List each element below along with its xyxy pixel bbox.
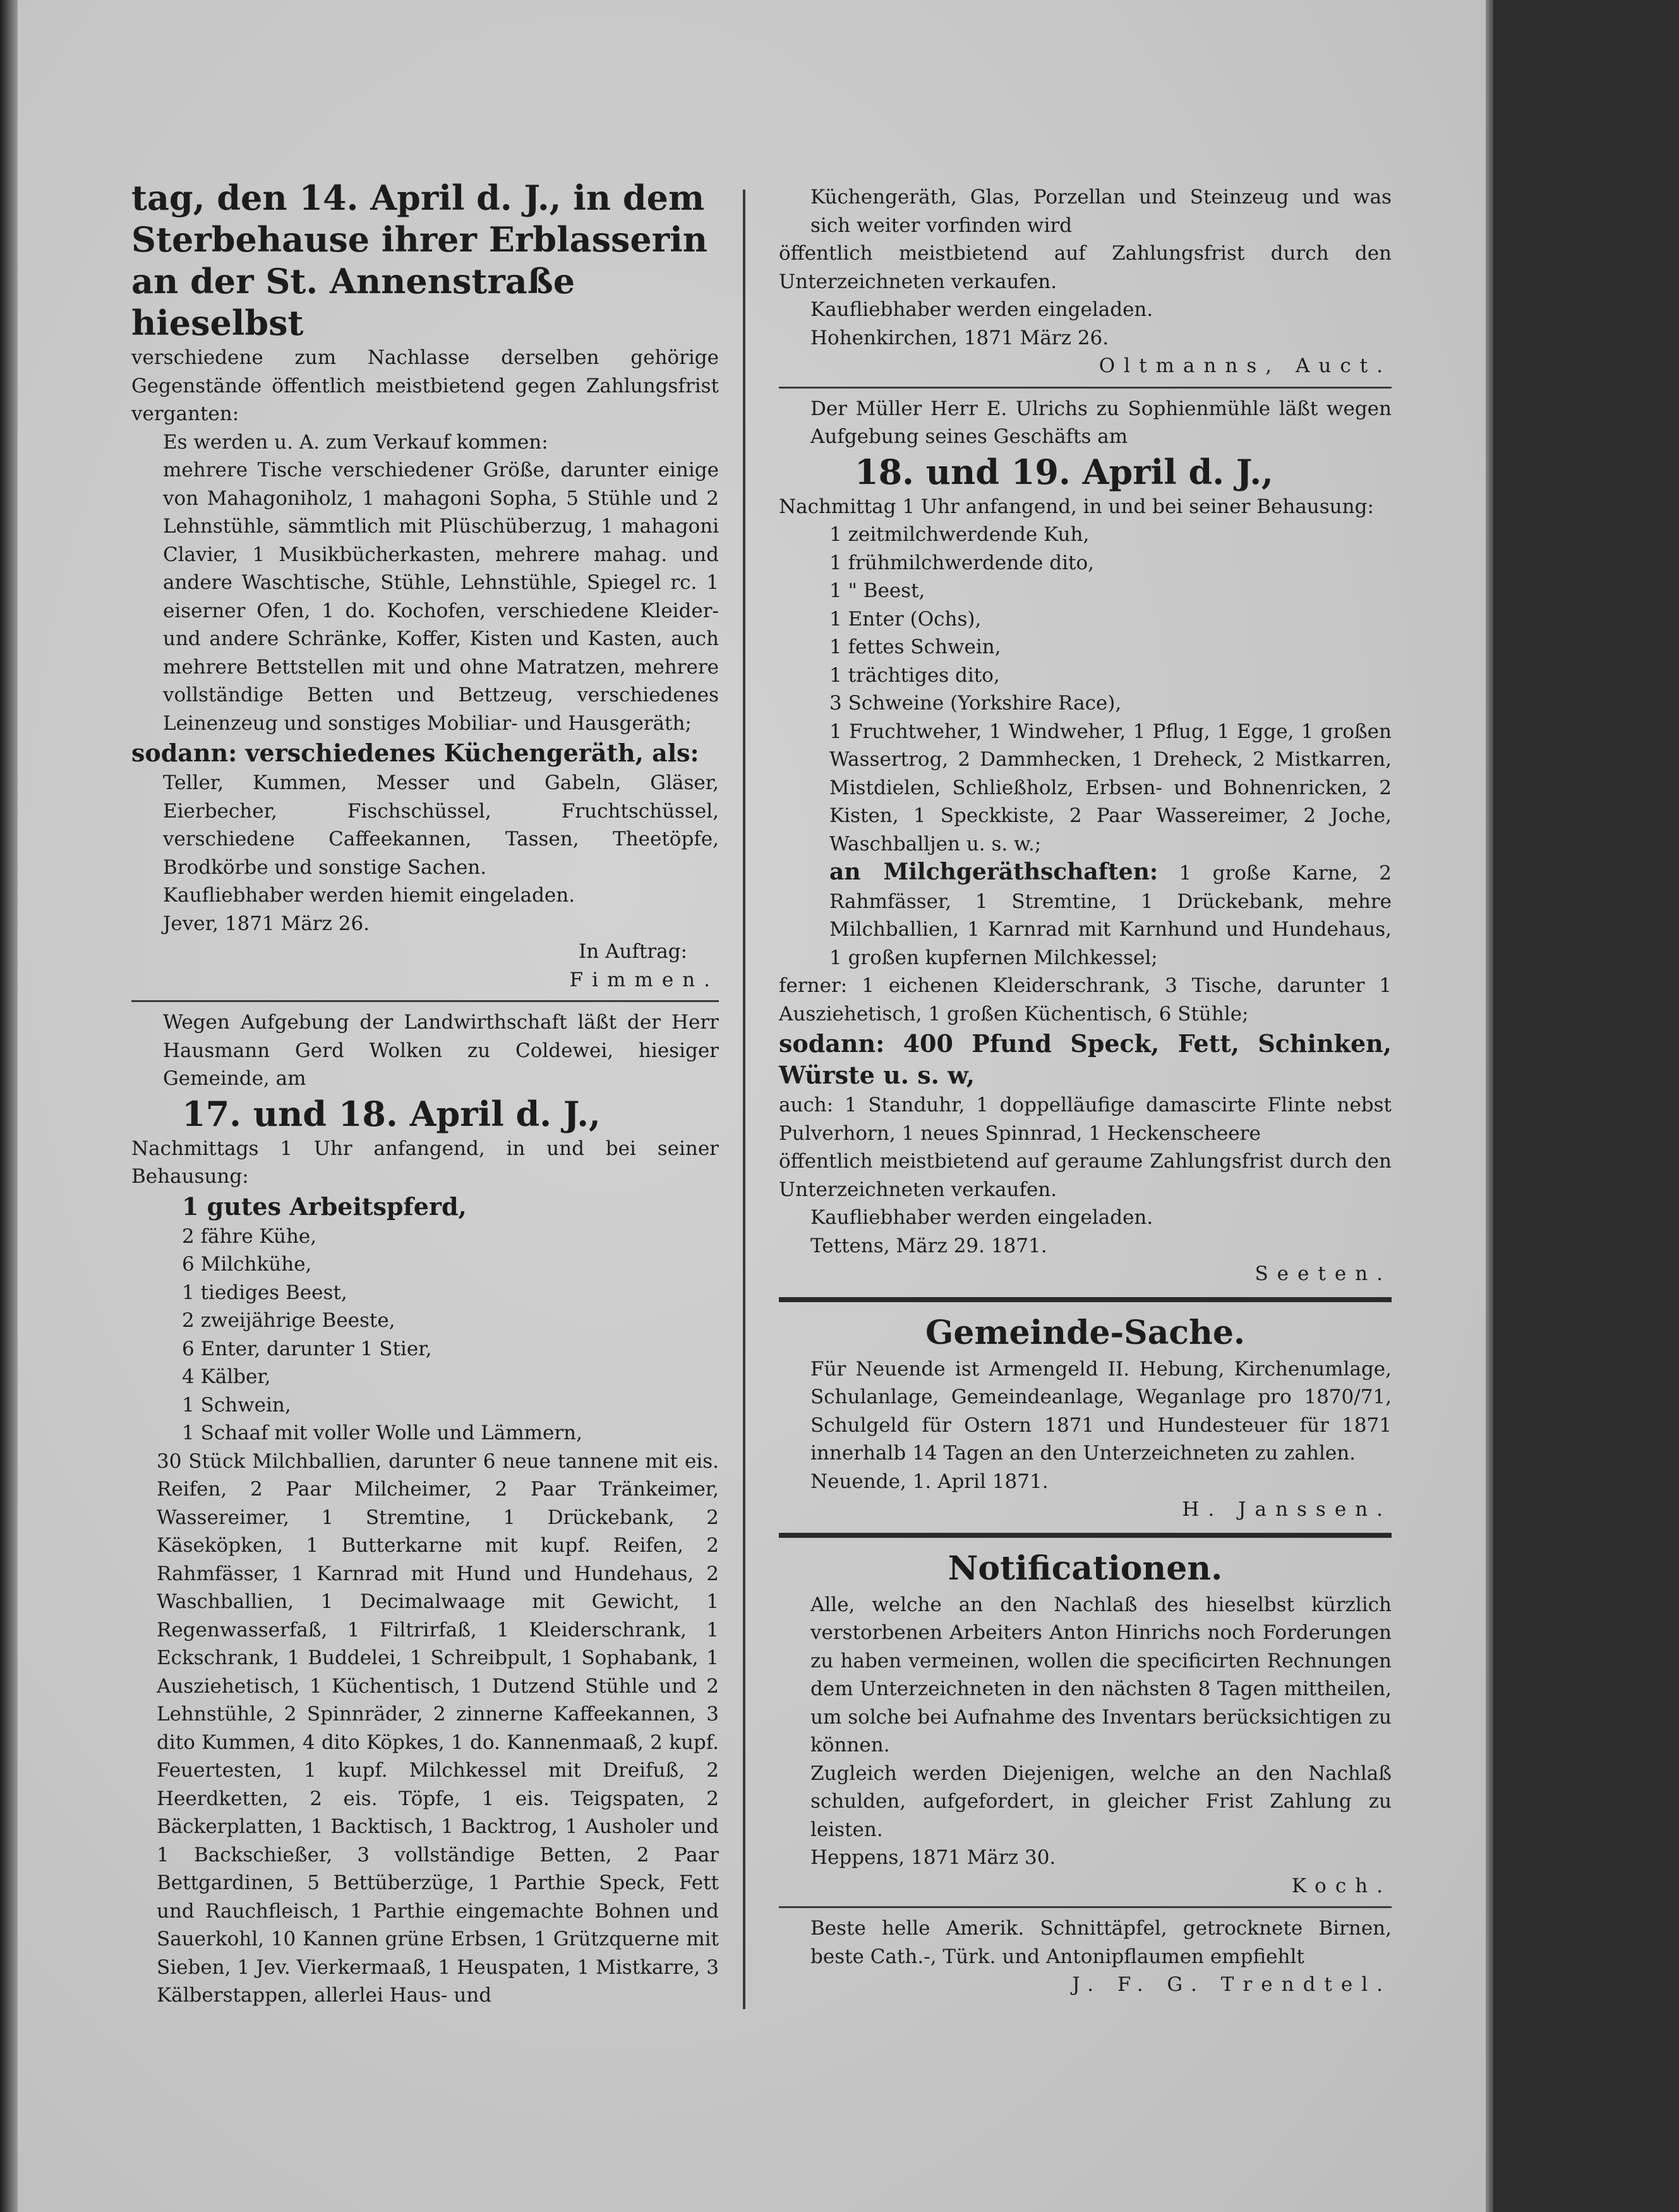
text-paragraph: Küchengeräth, Glas, Porzellan und Steinzeug und was sich weiter vorfinden wird <box>810 186 1392 237</box>
date-line: Tettens, März 29. 1871. <box>810 1234 1047 1257</box>
list-item: 1 trächtiges dito, <box>829 663 1000 687</box>
text-paragraph: Nachmittags 1 Uhr anfangend, in und bei seiner Behausung: <box>131 1137 719 1188</box>
separator-thick <box>779 1533 1392 1538</box>
date-line: Neuende, 1. April 1871. <box>810 1470 1049 1493</box>
separator-thick <box>779 1297 1392 1302</box>
list-item: 6 Enter, darunter 1 Stier, <box>182 1337 432 1360</box>
date-line: Jever, 1871 März 26. <box>163 912 370 935</box>
text-inline: 1 große Karne, 2 Rahmfässer, 1 Stremtine, 1 Drückebank, mehre Milchballien, 1 Karnrad mit Karnhund und Hundehaus, 1 großen kupfernen Milchkessel; <box>829 862 1392 969</box>
list-item: 1 Schaaf mit voller Wolle und Lämmern, <box>182 1422 583 1444</box>
list-item: 1 " Beest, <box>829 579 925 602</box>
text-paragraph: Kaufliebhaber werden eingeladen. <box>810 1206 1153 1229</box>
text-paragraph: 1 Fruchtweher, 1 Windweher, 1 Pflug, 1 Egge, 1 großen Wassertrog, 2 Dammhecken, 1 Dreheck, 2 Mistkarren, Mistdielen, Schließholz, Erbsen- und Bohnenricken, 2 Kisten, 1 Speckkiste, 2 Paar Wassereimer, 2 Joche, Waschballjen u. s. w.; <box>829 720 1392 855</box>
list-item: 1 tiediges Beest, <box>182 1281 347 1304</box>
item-list <box>779 521 1392 718</box>
text-paragraph: Kaufliebhaber werden hiemit eingeladen. <box>163 884 575 907</box>
text-paragraph: Für Neuende ist Armengeld II. Hebung, Kirchenumlage, Schulanlage, Gemeindeanlage, Weganlage pro 1870/71, Schulgeld für Ostern 1871 und Hundesteuer für 1871 innerhalb 14 Tagen an den Unterzeichneten zu zahlen. <box>810 1357 1392 1465</box>
list-item: 1 Enter (Ochs), <box>829 607 982 631</box>
column-divider <box>743 190 745 2009</box>
signature: Koch. <box>1291 1874 1392 1897</box>
text-paragraph: Nachmittag 1 Uhr anfangend, in und bei seiner Behausung: <box>779 495 1374 518</box>
bold-heading: sodann: verschiedenes Küchengeräth, als: <box>131 739 699 767</box>
page-right-edge <box>1486 0 1679 2212</box>
item-list <box>131 1223 719 1447</box>
list-item: 6 Milchkühe, <box>182 1253 312 1276</box>
signature: Oltmanns, Auct. <box>1098 354 1392 377</box>
list-item: 4 Kälber, <box>182 1365 271 1388</box>
list-item: 3 Schweine (Yorkshire Race), <box>829 692 1122 715</box>
date-line: Hohenkirchen, 1871 März 26. <box>810 326 1109 349</box>
auction-date-heading: 17. und 18. April d. J., <box>182 1093 601 1134</box>
text-paragraph: Teller, Kummen, Messer und Gabeln, Gläser, Eierbecher, Fischschüssel, Fruchtschüssel, verschiedene Caffeekannen, Tassen, Theetöpfe, Brodkörbe und sonstige Sachen. <box>163 771 719 879</box>
text-paragraph: ferner: 1 eichenen Kleiderschrank, 3 Tische, darunter 1 Ausziehetisch, 1 großen Küchentisch, 6 Stühle; <box>779 974 1392 1025</box>
text-paragraph: Beste helle Amerik. Schnittäpfel, getrocknete Birnen, beste Cath.-, Türk. und Antonipflaumen empfiehlt <box>810 1917 1392 1968</box>
text-paragraph: öffentlich meistbietend auf geraume Zahlungsfrist durch den Unterzeichneten verkaufen. <box>779 1150 1392 1201</box>
date-line: Heppens, 1871 März 30. <box>810 1846 1056 1869</box>
list-item: 1 fettes Schwein, <box>829 636 1001 658</box>
text-paragraph: Zugleich werden Diejenigen, welche an den Nachlaß schulden, aufgefordert, in gleicher Frist Zahlung zu leisten. <box>810 1762 1392 1841</box>
section-title-gemeinde: Gemeinde-Sache. <box>925 1313 1246 1352</box>
list-item: 1 Schwein, <box>182 1393 291 1417</box>
left-column <box>131 177 719 2010</box>
separator <box>779 1906 1392 1908</box>
signature: Fimmen. <box>569 968 719 991</box>
text-paragraph: Der Müller Herr E. Ulrichs zu Sophienmühle läßt wegen Aufgebung seines Geschäfts am <box>810 397 1392 448</box>
separator <box>131 1000 719 1002</box>
text-paragraph: mehrere Tische verschiedener Größe, darunter einige von Mahagoniholz, 1 mahagoni Sopha, 5 Stühle und 2 Lehnstühle, sämmtlich mit Plüschüberzug, 1 mahagoni Clavier, 1 Musikbücherkasten, mehrere mahag. und andere Waschtische, Stühle, Lehnstühle, Spiegel rc. 1 eiserner Ofen, 1 do. Kochofen, verschiedene Kleider- und andere Schränke, Koffer, Kisten und Kasten, auch mehrere Bettstellen mit und ohne Matratzen, mehrere vollständige Betten und Bettzeug, verschiedenes Leinenzeug und sonstiges Mobiliar- und Hausgeräth; <box>163 459 719 735</box>
page-left-edge <box>0 0 18 2212</box>
newspaper-page <box>18 0 1486 2212</box>
text-paragraph: Wegen Aufgebung der Landwirthschaft läßt der Herr Hausmann Gerd Wolken zu Coldewei, hiesiger Gemeinde, am <box>163 1011 719 1090</box>
signature: J. F. G. Trendtel. <box>1072 1973 1392 1996</box>
text-paragraph: Es werden u. A. zum Verkauf kommen: <box>163 430 548 454</box>
list-item: 2 zweijährige Beeste, <box>182 1309 395 1332</box>
signature: H. Janssen. <box>1182 1498 1392 1521</box>
text-paragraph: Alle, welche an den Nachlaß des hieselbst kürzlich verstorbenen Arbeiters Anton Hinrichs noch Forderungen zu haben vermeinen, wollen die specificirten Rechnungen dem Unterzeichneten in den nächsten 8 Tagen mittheilen, um solche bei Aufnahme des Inventars berücksichtigen zu können. <box>810 1593 1392 1756</box>
right-column <box>779 183 1392 1999</box>
signature-label: In Auftrag: <box>579 940 687 963</box>
bold-item: 1 gutes Arbeitspferd, <box>182 1192 467 1221</box>
section-title-notificationen: Notificationen. <box>948 1549 1223 1588</box>
auction-date-heading: 18. und 19. April d. J., <box>855 451 1273 492</box>
list-item: 1 frühmilchwerdende dito, <box>829 551 1094 574</box>
text-paragraph: auch: 1 Standuhr, 1 doppelläufige damascirte Flinte nebst Pulverhorn, 1 neues Spinnrad, 1 Heckenscheere <box>779 1094 1392 1145</box>
list-item: 1 zeitmilchwerdende Kuh, <box>829 523 1090 546</box>
text-paragraph: öffentlich meistbietend auf Zahlungsfrist durch den Unterzeichneten verkaufen. <box>779 242 1392 293</box>
text-paragraph: Kaufliebhaber werden eingeladen. <box>810 298 1153 321</box>
bold-heading: sodann: 400 Pfund Speck, Fett, Schinken, Würste u. s. w, <box>779 1029 1392 1089</box>
text-paragraph: verschiedene zum Nachlasse derselben gehörige Gegenstände öffentlich meistbietend gegen Zahlungsfrist verganten: <box>131 346 719 425</box>
bold-heading: an Milchgeräthschaften: <box>829 859 1158 885</box>
text-paragraph: 30 Stück Milchballien, darunter 6 neue tannene mit eis. Reifen, 2 Paar Milcheimer, 2 Paar Tränkeimer, Wassereimer, 1 Stremtine, 1 Drückebank, 2 Käseköpken, 1 Butterkarne mit kupf. Reifen, 2 Rahmfässer, 1 Karnrad mit Hund und Hundehaus, 2 Waschballien, 1 Decimalwaage mit Gewicht, 1 Regenwasserfaß, 1 Filtrirfaß, 1 Kleiderschrank, 1 Eckschrank, 1 Buddelei, 1 Schreibpult, 1 Sophabank, 1 Ausziehetisch, 1 Küchentisch, 1 Dutzend Stühle und 2 Lehnstühle, 2 Spinnräder, 2 zinnerne Kaffeekannen, 3 dito Kummen, 4 dito Köpkes, 1 do. Kannenmaaß, 2 kupf. Feuertesten, 1 kupf. Milchkessel mit Dreifuß, 2 Heerdketten, 2 eis. Töpfe, 1 eis. Teigspaten, 2 Bäckerplatten, 1 Backtisch, 1 Backtrog, 1 Ausholer und 1 Backschießer, 3 vollständige Betten, 2 Paar Bettgardinen, 5 Bettüberzüge, 1 Parthie Speck, Fett und Rauchfleisch, 1 Parthie eingemachte Bohnen und Sauerkohl, 10 Kannen grüne Erbsen, 1 Grützquerne mit Sieben, 1 Jev. Vierkermaaß, 1 Heuspaten, 1 Mistkarre, 3 Kälberstappen, allerlei Haus- und <box>157 1449 719 2007</box>
signature: Seeten. <box>1255 1262 1392 1285</box>
separator <box>779 387 1392 389</box>
list-item: 2 fähre Kühe, <box>182 1224 317 1248</box>
headline-auction-date: tag, den 14. April d. J., in dem Sterbehause ihrer Erblasserin an der St. Annenstraße hieselbst <box>131 178 708 343</box>
